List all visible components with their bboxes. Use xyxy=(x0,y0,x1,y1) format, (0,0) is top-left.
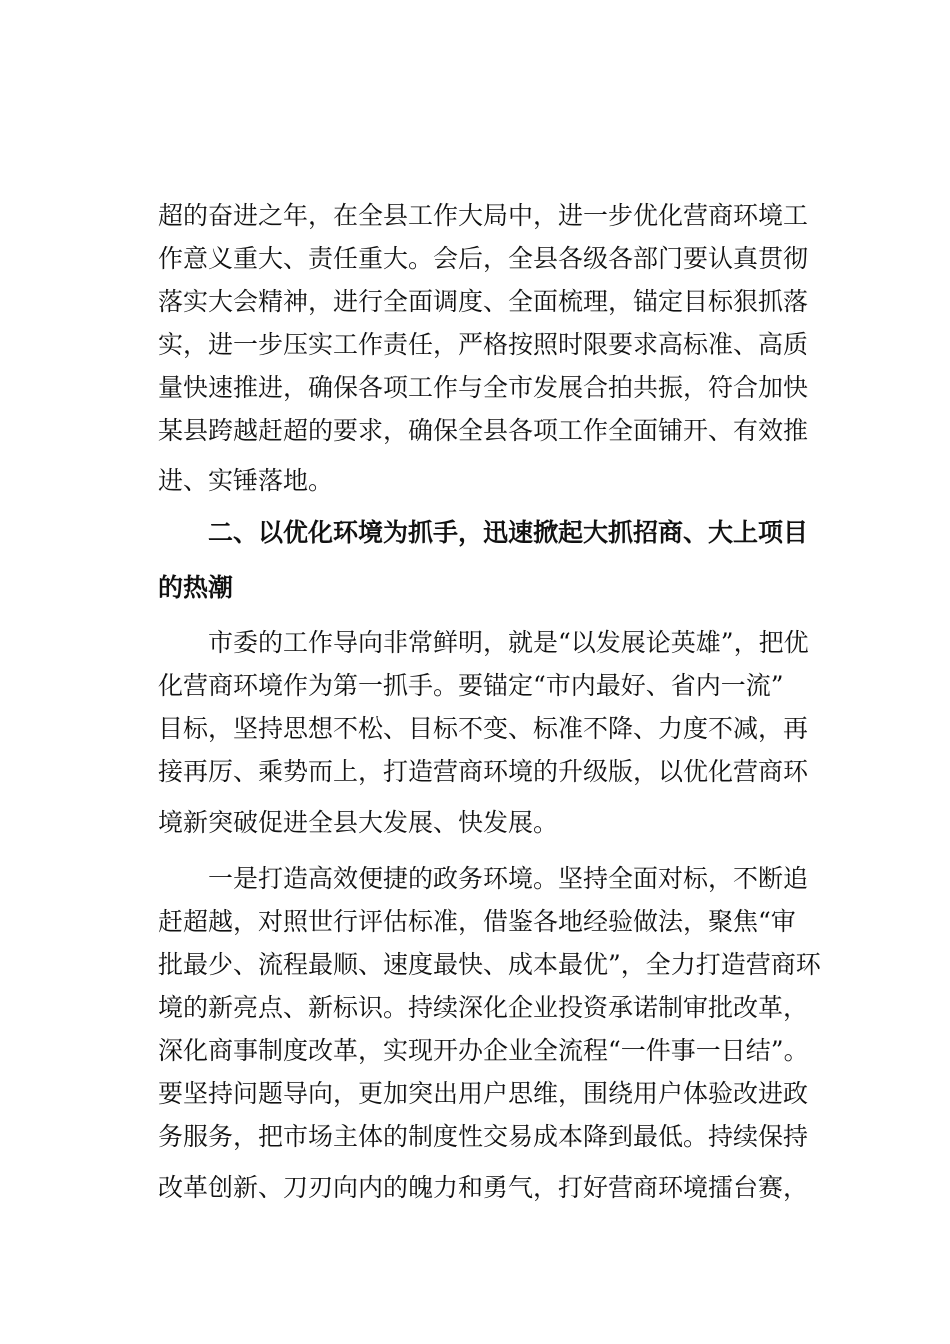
text-line: 某县跨越赶超的要求，确保全县各项工作全面铺开、有效推 xyxy=(158,416,809,445)
text-line: 改革创新、刀刃向内的魄力和勇气，打好营商环境擂台赛， xyxy=(158,1173,809,1202)
text-line: 落实大会精神，进行全面调度、全面梳理，锚定目标狠抓落 xyxy=(158,287,809,316)
text-line: 深化商事制度改革，实现开办企业全流程“一件事一日结”。 xyxy=(158,1036,809,1065)
text-line: 超的奋进之年，在全县工作大局中，进一步优化营商环境工 xyxy=(158,201,809,230)
text-line: 境新突破促进全县大发展、快发展。 xyxy=(158,808,559,837)
text-line: 市委的工作导向非常鲜明，就是“以发展论英雄”，把优 xyxy=(208,628,809,657)
text-line: 赶超越，对照世行评估标准，借鉴各地经验做法，聚焦“审 xyxy=(158,907,796,936)
text-line: 一是打造高效便捷的政务环境。坚持全面对标，不断追 xyxy=(208,864,809,893)
text-line: 务服务，把市场主体的制度性交易成本降到最低。持续保持 xyxy=(158,1122,809,1151)
text-line: 批最少、流程最顺、速度最快、成本最优”，全力打造营商环 xyxy=(158,950,821,979)
text-line: 作意义重大、责任重大。会后，全县各级各部门要认真贯彻 xyxy=(158,244,809,273)
section-heading: 二、以优化环境为抓手，迅速掀起大抓招商、大上项目 xyxy=(208,518,809,547)
text-line: 实，进一步压实工作责任，严格按照时限要求高标准、高质 xyxy=(158,330,809,359)
text-line: 量快速推进，确保各项工作与全市发展合拍共振，符合加快 xyxy=(158,373,809,402)
text-line: 接再厉、乘势而上，打造营商环境的升级版，以优化营商环 xyxy=(158,757,809,786)
text-line: 要坚持问题导向，更加突出用户思维，围绕用户体验改进政 xyxy=(158,1079,809,1108)
text-line: 境的新亮点、新标识。持续深化企业投资承诺制审批改革， xyxy=(158,993,809,1022)
text-line: 化营商环境作为第一抓手。要锚定“市内最好、省内一流” xyxy=(158,671,784,700)
section-heading: 的热潮 xyxy=(158,573,234,602)
text-line: 进、实锤落地。 xyxy=(158,466,334,495)
text-line: 目标，坚持思想不松、目标不变、标准不降、力度不减，再 xyxy=(158,714,809,743)
